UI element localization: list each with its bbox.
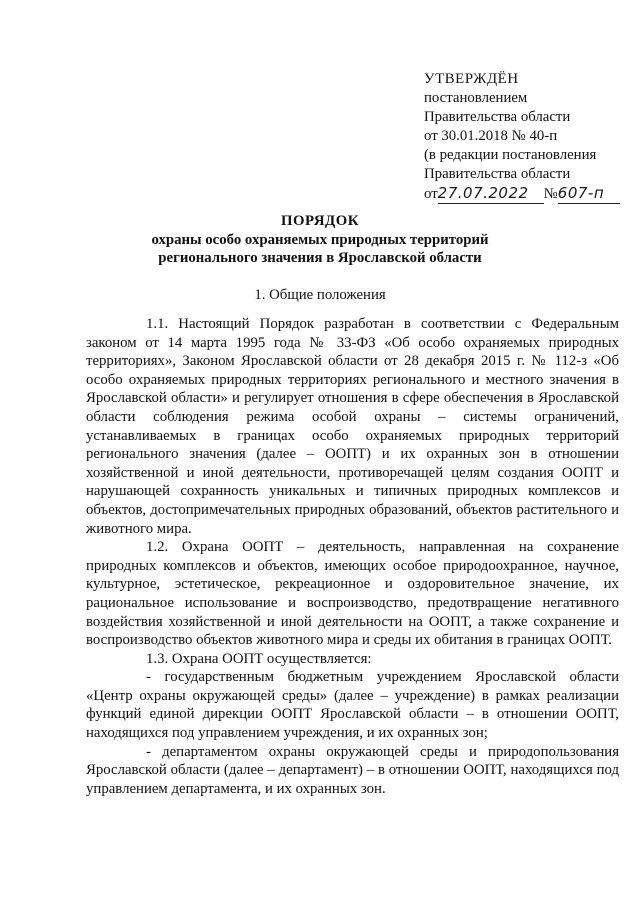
paragraph-1-1: 1.1. Настоящий Порядок разработан в соответствии с Федеральным законом от 14 марта 1995 года № 33-ФЗ «Об особо охраняемых природных территориях», Законом Ярославской области от 28 декабря 2015 г. № 112-з «Об особо охраняемых природных территориях регионального и местного значения в Ярославской области» и регулирует отношения в сфере обеспечения в Ярославской области соблюдения режима особой охраны – системы ограничений, устанавливаемых в границах особо охраняемых природных территорий регионального значения (далее – ООПТ) и их охранных зон в отношении хозяйственной и иной деятельности, противоречащей целям создания ООПТ и нарушающей сохранность уникальных и типичных природных комплексов и объектов, достопримечательных природных образований, объектов растительного и животного мира.: [86, 316, 619, 537]
section-title: 1. Общие положения: [254, 287, 386, 303]
paragraph-1-3: 1.3. Охрана ООПТ осуществляется:: [146, 650, 372, 667]
document-subtitle-line-1: охраны особо охраняемых природных территорий: [151, 232, 489, 248]
approval-line-4: (в редакции постановления: [424, 147, 597, 163]
handwritten-date: 27.07.2022: [438, 184, 544, 204]
approval-title: УТВЕРЖДЁН: [424, 71, 519, 87]
document-body: [86, 315, 619, 798]
document-subtitle-line-2: регионального значения в Ярославской области: [158, 250, 482, 266]
approval-line-1: постановлением: [424, 90, 528, 106]
approval-stamp-block: [424, 70, 624, 204]
document-title: ПОРЯДОК: [281, 213, 359, 229]
approval-prefix-ot: от: [424, 186, 438, 202]
paragraph-list-item-1: - государственным бюджетным учреждением Ярославской области «Центр охраны окружающей среды» (далее – учреждение) в рамках реализации функций единой дирекции ООПТ Ярославской области – в отношении ООПТ, находящихся под управлением учреждения, и их охранных зон;: [86, 669, 619, 742]
handwritten-number: 607-п: [558, 184, 620, 204]
paragraph-list-item-2: - департаментом охраны окружающей среды и природопользования Ярославской области (далее – департамент) – в отношении ООПТ, находящихся под управлением департамента, и их охранных зон.: [86, 743, 619, 797]
approval-number-sign: №: [543, 186, 558, 202]
approval-line-2: Правительства области: [424, 109, 571, 125]
approval-signature-line: [424, 184, 624, 204]
paragraph-1-2: 1.2. Охрана ООПТ – деятельность, направленная на сохранение природных комплексов и объектов, имеющих особое природоохранное, научное, культурное, эстетическое, рекреационное и оздоровительное значение, их рациональное использование и воспроизводство, предотвращение негативного воздействия хозяйственной и иной деятельности на ООПТ, а также сохранение и воспроизводство объектов животного мира и среды их обитания в границах ООПТ.: [86, 539, 619, 649]
approval-line-3: от 30.01.2018 № 40-п: [424, 128, 558, 144]
approval-line-5: Правительства области: [424, 166, 571, 182]
